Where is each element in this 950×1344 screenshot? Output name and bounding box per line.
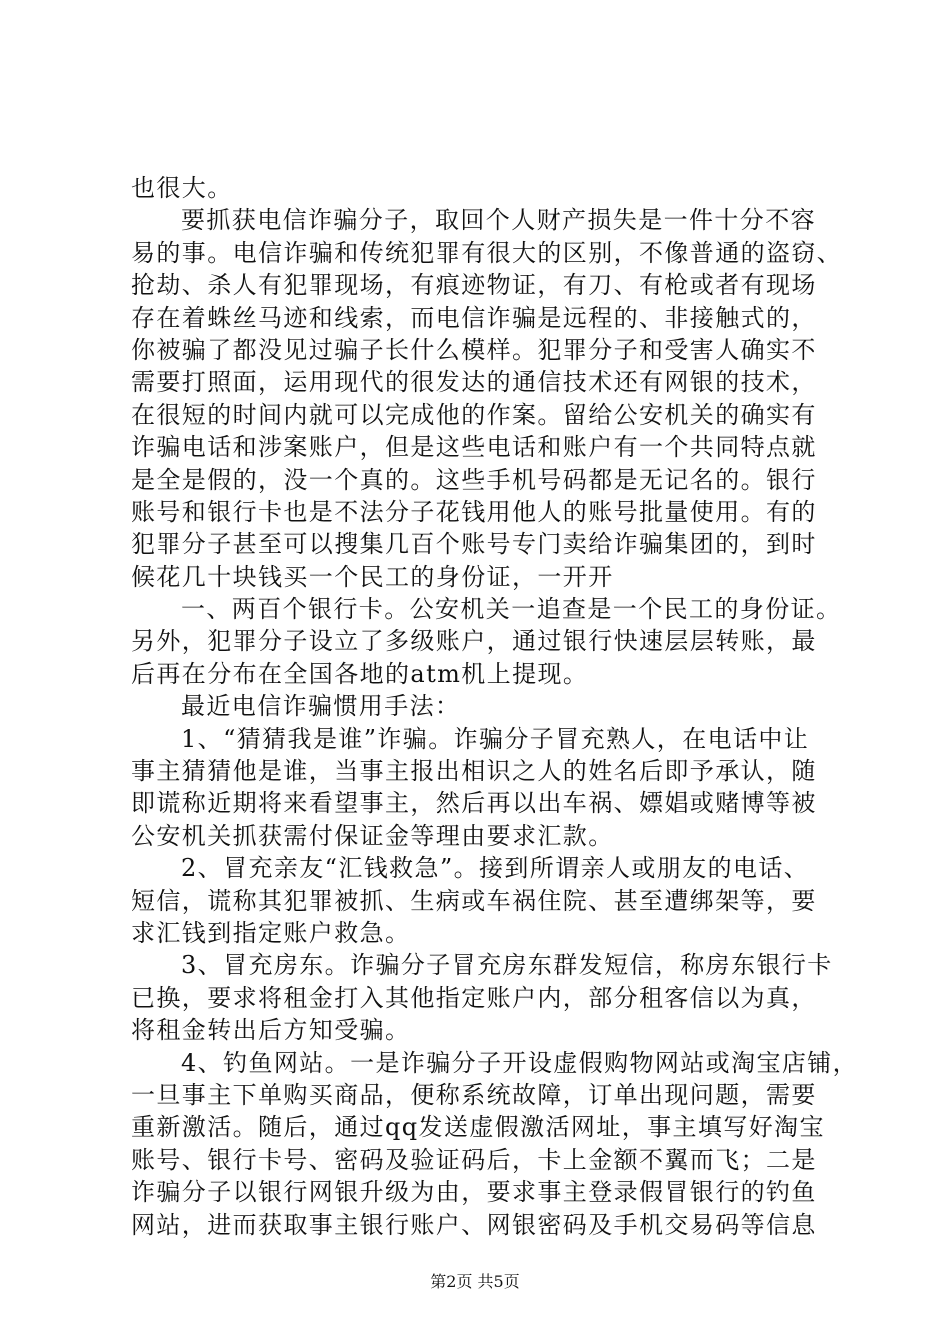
text-line: 2、冒充亲友“汇钱救急”。接到所谓亲人或朋友的电话、 bbox=[181, 854, 810, 883]
text-line: 短信，谎称其犯罪被抓、生病或车祸住院、甚至遭绑架等，要 bbox=[131, 886, 817, 915]
text-line: 另外，犯罪分子设立了多级账户，通过银行快速层层转账，最 bbox=[131, 627, 817, 656]
text-line: 重新激活。随后，通过qq发送虚假激活网址，事主填写好淘宝 bbox=[131, 1113, 825, 1142]
text-line: 诈骗电话和涉案账户，但是这些电话和账户有一个共同特点就 bbox=[131, 433, 817, 462]
text-line: 抢劫、杀人有犯罪现场，有痕迹物证，有刀、有枪或者有现场 bbox=[131, 271, 817, 300]
text-line: 账号和银行卡也是不法分子花钱用他人的账号批量使用。有的 bbox=[131, 497, 817, 526]
text-line: 账号、银行卡号、密码及验证码后，卡上金额不翼而飞；二是 bbox=[131, 1145, 817, 1174]
body-text bbox=[131, 172, 859, 1241]
text-line: 存在着蛛丝马迹和线索，而电信诈骗是远程的、非接触式的， bbox=[131, 303, 817, 332]
text-line: 公安机关抓获需付保证金等理由要求汇款。 bbox=[131, 821, 614, 850]
text-line: 犯罪分子甚至可以搜集几百个账号专门卖给诈骗集团的，到时 bbox=[131, 530, 817, 559]
text-line: 一、两百个银行卡。公安机关一追查是一个民工的身份证。 bbox=[181, 595, 842, 624]
text-line: 事主猜猜他是谁，当事主报出相识之人的姓名后即予承认，随 bbox=[131, 757, 817, 786]
text-line: 即谎称近期将来看望事主，然后再以出车祸、嫖娼或赌博等被 bbox=[131, 789, 817, 818]
text-line: 诈骗分子以银行网银升级为由，要求事主登录假冒银行的钓鱼 bbox=[131, 1178, 817, 1207]
text-line: 要抓获电信诈骗分子，取回个人财产损失是一件十分不容 bbox=[181, 206, 816, 235]
text-line: 4、钓鱼网站。一是诈骗分子开设虚假购物网站或淘宝店铺， bbox=[181, 1048, 859, 1077]
text-line: 也很大。 bbox=[131, 174, 233, 202]
text-line: 一旦事主下单购买商品，便称系统故障，订单出现问题，需要 bbox=[131, 1080, 817, 1109]
text-line: 在很短的时间内就可以完成他的作案。留给公安机关的确实有 bbox=[131, 400, 817, 429]
text-line: 最近电信诈骗惯用手法： bbox=[181, 692, 461, 721]
text-line: 已换，要求将租金打入其他指定账户内，部分租客信以为真， bbox=[131, 983, 817, 1012]
text-line: 需要打照面，运用现代的很发达的通信技术还有网银的技术， bbox=[131, 368, 817, 397]
text-line: 3、冒充房东。诈骗分子冒充房东群发短信，称房东银行卡 bbox=[181, 951, 833, 980]
text-line: 将租金转出后方知受骗。 bbox=[131, 1016, 411, 1045]
text-line: 后再在分布在全国各地的atm机上提现。 bbox=[131, 659, 589, 688]
text-line: 易的事。电信诈骗和传统犯罪有很大的区别，不像普通的盗窃、 bbox=[131, 238, 843, 267]
text-line: 1、“猜猜我是谁”诈骗。诈骗分子冒充熟人，在电话中让 bbox=[181, 724, 810, 753]
text-line: 是全是假的，没一个真的。这些手机号码都是无记名的。银行 bbox=[131, 465, 817, 494]
text-line: 候花几十块钱买一个民工的身份证，一开开 bbox=[131, 562, 614, 591]
text-line: 网站，进而获取事主银行账户、网银密码及手机交易码等信息 bbox=[131, 1210, 817, 1239]
text-line: 求汇钱到指定账户救急。 bbox=[131, 918, 411, 947]
text-line: 你被骗了都没见过骗子长什么模样。犯罪分子和受害人确实不 bbox=[131, 335, 817, 364]
page-footer: 第2页 共5页 bbox=[430, 1272, 520, 1291]
